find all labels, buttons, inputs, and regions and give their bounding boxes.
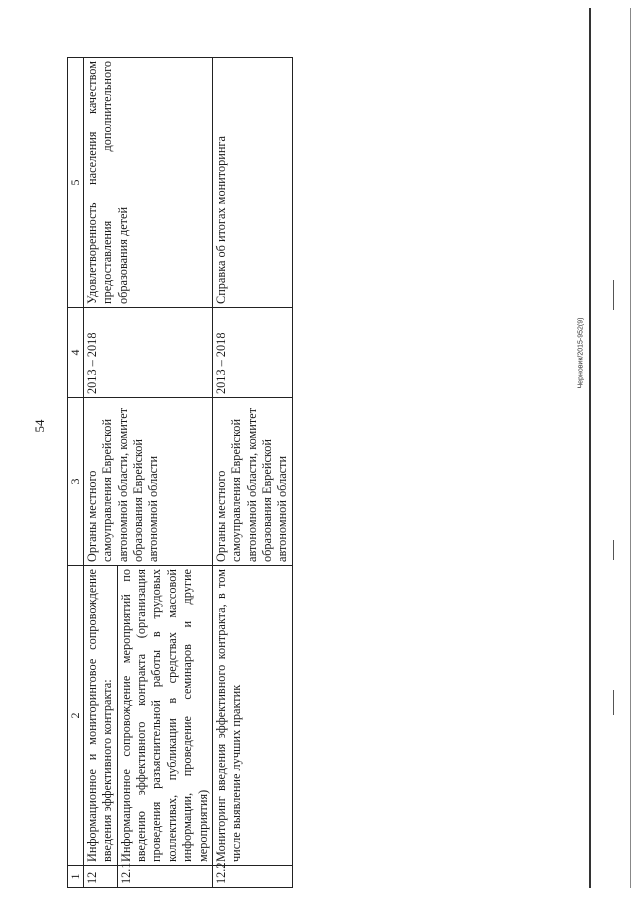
activity-cell: Информационное сопровождение мероприятий по введению эффективного контракта (организация проведения разъяснительной работы в трудовых коллективах, публикации в средствах массовой информации, проведение семинаров и другие мероприятия) [117, 566, 212, 866]
activity-cell: Мониторинг введения эффективного контракта, в том числе выявление лучших практик [212, 566, 292, 866]
stamp-text: Черновик/2015-952(9) [577, 317, 585, 389]
table-header-row [68, 58, 84, 888]
header-cell-5: 5 [68, 58, 84, 308]
executor-cell: Органы местного самоуправления Еврейской автономной области, комитет образования Еврейской автономной области [212, 398, 292, 566]
term-cell: 2013 – 2018 [84, 308, 213, 398]
page-edge-line [589, 8, 591, 888]
scan-artifact [613, 540, 614, 560]
result-cell: Справка об итогах мониторинга [212, 58, 292, 308]
result-cell: Удовлетворенность населения качеством предоставления дополнительного образования детей [84, 58, 213, 308]
scan-artifact [613, 280, 614, 310]
table-row [84, 58, 118, 888]
scan-artifact [613, 690, 614, 715]
row-number: 12.1 [117, 866, 212, 888]
page-edge-line-outer [630, 8, 631, 888]
activities-table [67, 57, 293, 888]
executor-cell: Органы местного самоуправления Еврейской автономной области, комитет образования Еврейской автономной области [84, 398, 213, 566]
row-number: 12.2 [212, 866, 292, 888]
row-number: 12 [84, 866, 118, 888]
header-cell-4: 4 [68, 308, 84, 398]
header-cell-1: 1 [68, 866, 84, 888]
activity-cell: Информационное и мониторинговое сопровождение введения эффективного контракта: [84, 566, 118, 866]
page-number: 54 [32, 419, 47, 433]
table-row [212, 58, 292, 888]
term-cell: 2013 – 2018 [212, 308, 292, 398]
rotated-table-container [67, 58, 290, 888]
margin-stamp [576, 30, 586, 390]
header-cell-2: 2 [68, 566, 84, 866]
header-cell-3: 3 [68, 398, 84, 566]
